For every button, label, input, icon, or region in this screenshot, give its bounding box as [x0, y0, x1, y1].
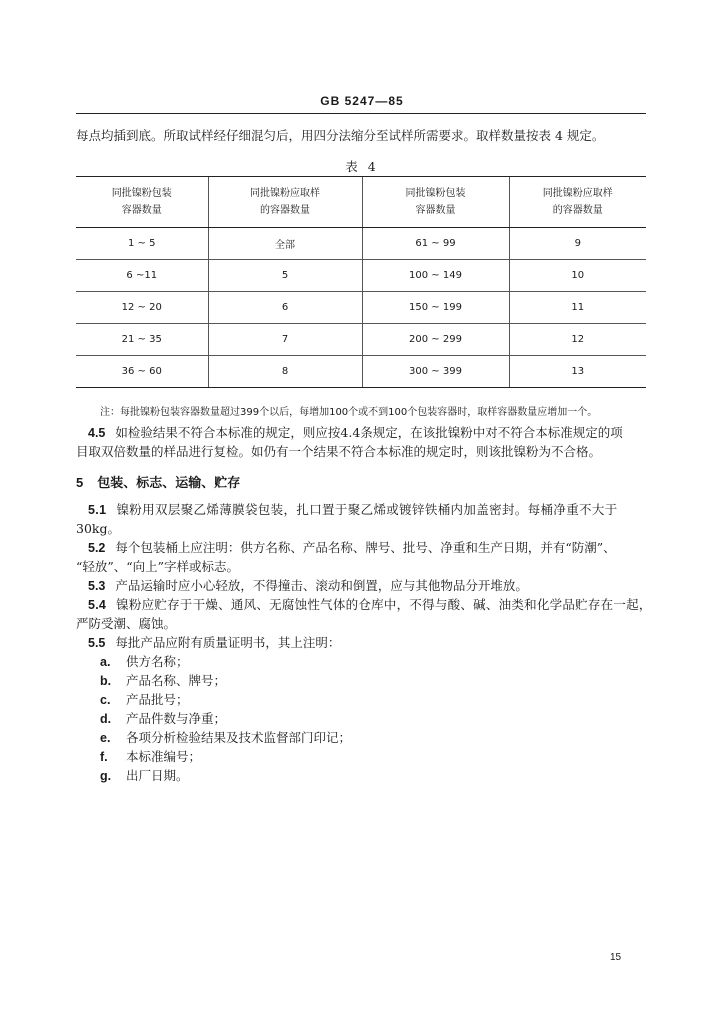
table-cell: 150 ~ 199 [362, 292, 509, 324]
clause-number: 5.5 [88, 636, 106, 650]
table-cell: 61 ~ 99 [362, 228, 509, 260]
table-cell: 9 [509, 228, 646, 260]
list-item [100, 728, 351, 748]
header-sample-containers: 同批镍粉应取样 的容器数量 [509, 177, 646, 228]
clause-4-5-continued: 目取双倍数量的样品进行复检。如仍有一个结果不符合本标准的规定时，则该批镍粉为不合格。 [76, 444, 602, 459]
clause-4-5 [88, 423, 623, 443]
header-lot-containers: 同批镍粉包装 容器数量 [362, 177, 509, 228]
table-cell: 200 ~ 299 [362, 324, 509, 356]
list-item-text: 产品名称、牌号； [126, 673, 227, 688]
clause-5-5 [88, 633, 340, 653]
list-item-label: a. [100, 655, 111, 669]
clause-text: 每个包装桶上应注明：供方名称、产品名称、牌号、批号、净重和生产日期，并有“防潮”、 [115, 540, 616, 555]
table-row [76, 324, 646, 356]
clause-5-1-continued: 30kg。 [76, 521, 120, 536]
table-row [76, 292, 646, 324]
list-item [100, 671, 226, 691]
sampling-table [76, 176, 646, 388]
list-item-label: f. [100, 750, 108, 764]
table-cell: 7 [208, 324, 362, 356]
list-item-label: b. [100, 674, 112, 688]
standard-code-header: GB 5247—85 [320, 94, 404, 108]
table-cell: 1 ~ 5 [76, 228, 208, 260]
clause-text: 每批产品应附有质量证明书，其上注明： [115, 635, 341, 650]
table-row [76, 228, 646, 260]
clause-5-1 [88, 500, 618, 520]
table-cell: 10 [509, 260, 646, 292]
table-cell: 13 [509, 356, 646, 388]
list-item [100, 747, 201, 767]
clause-5-4-continued: 严防受潮、腐蚀。 [76, 616, 177, 631]
table-cell: 6 ~11 [76, 260, 208, 292]
page-number: 15 [610, 952, 622, 963]
table-cell: 8 [208, 356, 362, 388]
clause-5-2-continued: “轻放”、“向上”字样或标志。 [76, 559, 240, 574]
clause-text: 镍粉应贮存于干燥、通风、无腐蚀性气体的仓库中，不得与酸、碱、油类和化学品贮存在一起， [116, 597, 652, 612]
table-cell: 11 [509, 292, 646, 324]
clause-5-2 [88, 538, 616, 558]
list-item-text: 本标准编号； [126, 749, 202, 764]
list-item-text: 出厂日期。 [126, 768, 189, 783]
clause-number: 5.2 [88, 541, 106, 555]
section-5-heading [76, 472, 240, 491]
list-item-label: g. [100, 769, 112, 783]
list-item [100, 766, 189, 786]
clause-5-3 [88, 576, 528, 596]
clause-number: 5.4 [88, 598, 107, 612]
list-item-text: 产品批号； [126, 692, 189, 707]
list-item [100, 709, 226, 729]
clause-number: 4.5 [88, 426, 106, 440]
header-lot-containers: 同批镍粉包装 容器数量 [76, 177, 208, 228]
table-cell: 36 ~ 60 [76, 356, 208, 388]
table-row [76, 260, 646, 292]
list-item-label: d. [100, 712, 112, 726]
list-item-label: c. [100, 693, 111, 707]
list-item-text: 各项分析检验结果及技术监督部门印记； [126, 730, 352, 745]
section-title: 包装、标志、运输、贮存 [97, 476, 241, 491]
header-sample-containers: 同批镍粉应取样 的容器数量 [208, 177, 362, 228]
table-note: 注：每批镍粉包装容器数量超过399个以后，每增加100个或不到100个包装容器时，取样容器数量应增加一个。 [100, 407, 598, 418]
table-row [76, 356, 646, 388]
clause-number: 5.3 [88, 579, 106, 593]
list-item-text: 产品件数与净重； [126, 711, 227, 726]
list-item [100, 652, 189, 672]
table-cell: 300 ~ 399 [362, 356, 509, 388]
list-item-label: e. [100, 731, 111, 745]
section-number: 5 [76, 475, 84, 490]
table-cell: 12 ~ 20 [76, 292, 208, 324]
table-header-row [76, 177, 646, 228]
table-cell: 100 ~ 149 [362, 260, 509, 292]
table-title: 表 4 [345, 159, 379, 174]
clause-5-4 [88, 595, 652, 615]
clause-text: 产品运输时应小心轻放，不得撞击、滚动和倒置，应与其他物品分开堆放。 [115, 578, 528, 593]
table-cell: 12 [509, 324, 646, 356]
table-cell: 全部 [208, 228, 362, 260]
table-cell: 5 [208, 260, 362, 292]
clause-text: 如检验结果不符合本标准的规定，则应按4.4条规定，在该批镍粉中对不符合本标准规定的项 [115, 425, 623, 440]
clause-text: 镍粉用双层聚乙烯薄膜袋包装，扎口置于聚乙烯或镀锌铁桶内加盖密封。每桶净重不大于 [116, 502, 618, 517]
header-rule [76, 113, 646, 114]
list-item-text: 供方名称； [126, 654, 189, 669]
table-cell: 21 ~ 35 [76, 324, 208, 356]
table-cell: 6 [208, 292, 362, 324]
clause-number: 5.1 [88, 503, 107, 517]
intro-paragraph: 每点均插到底。所取试样经仔细混匀后，用四分法缩分至试样所需要求。取样数量按表 4 规定。 [76, 128, 605, 143]
list-item [100, 690, 189, 710]
